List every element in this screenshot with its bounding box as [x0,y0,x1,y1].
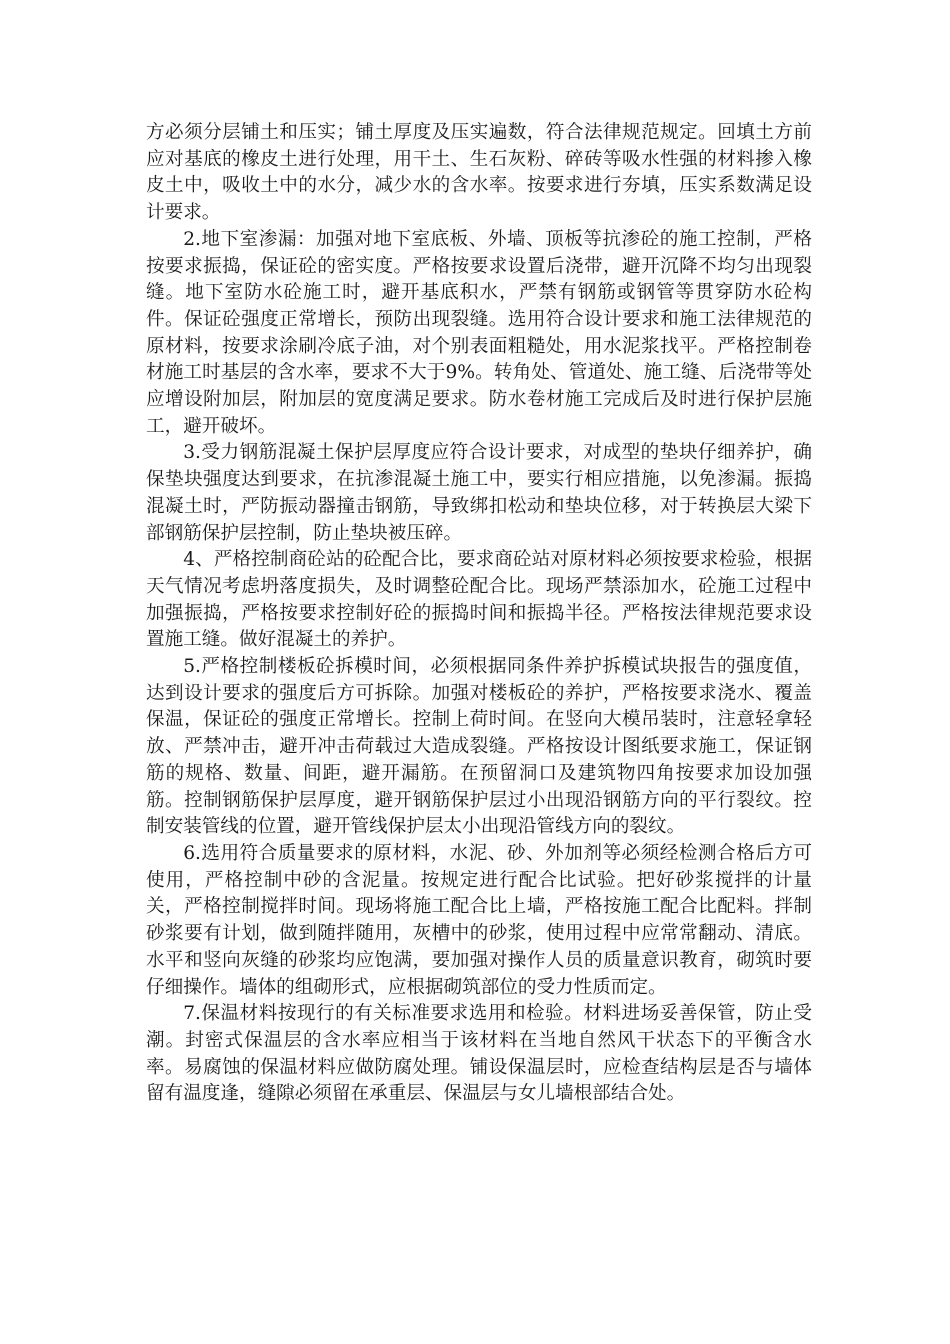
paragraph-item-7: 7.保温材料按现行的有关标准要求选用和检验。材料进场妥善保管，防止受潮。封密式保温层的含水率应相当于该材料在当地自然风干状态下的平衡含水率。易腐蚀的保温材料应做防腐处理。铺设保温层时，应检查结构层是否与墙体留有温度逢，缝隙必须留在承重层、保温层与女儿墙根部结合处。 [146,1003,812,1105]
paragraph-continuation: 方必须分层铺土和压实；铺土厚度及压实遍数，符合法律规范规定。回填土方前应对基底的橡皮土进行处理，用干土、生石灰粉、碎砖等吸水性强的材料掺入橡皮土中，吸收土中的水分，减少水的含水率。按要求进行夯填，压实系数满足设计要求。 [146,122,812,224]
paragraph-item-4: 4、严格控制商砼站的砼配合比，要求商砼站对原材料必须按要求检验，根据天气情况考虑坍落度损失，及时调整砼配合比。现场严禁添加水，砼施工过程中加强振捣，严格按要求控制好砼的振捣时间和振捣半径。严格按法律规范要求设置施工缝。做好混凝土的养护。 [146,549,812,651]
document-body [146,120,812,1108]
paragraph-item-3: 3.受力钢筋混凝土保护层厚度应符合设计要求，对成型的垫块仔细养护，确保垫块强度达到要求，在抗渗混凝土施工中，要实行相应措施，以免渗漏。振捣混凝土时，严防振动器撞击钢筋，导致绑扣松动和垫块位移，对于转换层大梁下部钢筋保护层控制，防止垫块被压碎。 [146,442,812,544]
paragraph-item-5: 5.严格控制楼板砼拆模时间，必须根据同条件养护拆模试块报告的强度值，达到设计要求的强度后方可拆除。加强对楼板砼的养护，严格按要求浇水、覆盖保温，保证砼的强度正常增长。控制上荷时间。在竖向大模吊装时，注意轻拿轻放、严禁冲击，避开冲击荷载过大造成裂缝。严格按设计图纸要求施工，保证钢筋的规格、数量、间距，避开漏筋。在预留洞口及建筑物四角按要求加设加强筋。控制钢筋保护层厚度，避开钢筋保护层过小出现沿钢筋方向的平行裂纹。控制安装管线的位置，避开管线保护层太小出现沿管线方向的裂纹。 [146,656,812,838]
paragraph-item-2: 2.地下室渗漏：加强对地下室底板、外墙、顶板等抗渗砼的施工控制，严格按要求振捣，保证砼的密实度。严格按要求设置后浇带，避开沉降不均匀出现裂缝。地下室防水砼施工时，避开基底积水，严禁有钢筋或钢管等贯穿防水砼构件。保证砼强度正常增长，预防出现裂缝。选用符合设计要求和施工法律规范的原材料，按要求涂刷冷底子油，对个别表面粗糙处，用水泥浆找平。严格控制卷材施工时基层的含水率，要求不大于9%。转角处、管道处、施工缝、后浇带等处应增设附加层，附加层的宽度满足要求。防水卷材施工完成后及时进行保护层施工，避开破坏。 [146,228,812,437]
paragraph-item-6: 6.选用符合质量要求的原材料，水泥、砂、外加剂等必须经检测合格后方可使用，严格控制中砂的含泥量。按规定进行配合比试验。把好砂浆搅拌的计量关，严格控制搅拌时间。现场将施工配合比上墙，严格按施工配合比配料。拌制砂浆要有计划，做到随拌随用，灰槽中的砂浆，使用过程中应常常翻动、清底。水平和竖向灰缝的砂浆均应饱满，要加强对操作人员的质量意识教育，砌筑时要仔细操作。墙体的组砌形式，应根据砌筑部位的受力性质而定。 [146,842,812,998]
